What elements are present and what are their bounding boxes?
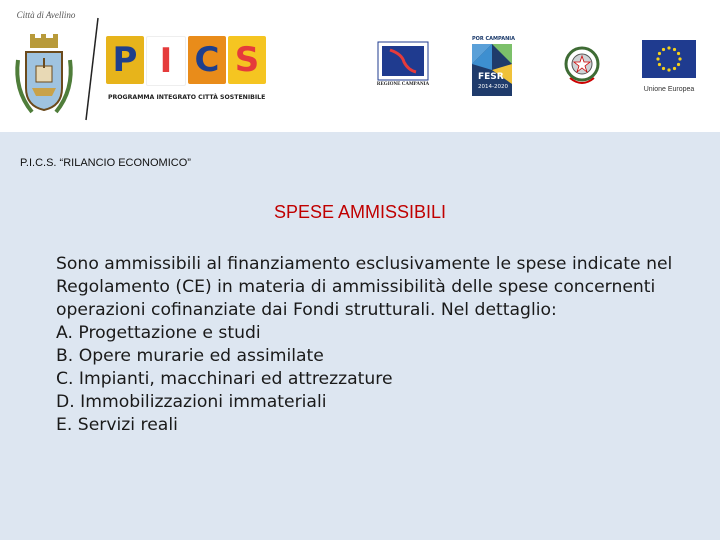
italian-republic-emblem-icon	[562, 44, 602, 88]
regione-caption: REGIONE CAMPANIA	[376, 82, 430, 87]
body-text	[56, 253, 696, 437]
pics-letter-s: S	[228, 36, 266, 84]
list-item: A. Progettazione e studi	[56, 323, 261, 343]
eu-flag-icon	[640, 40, 698, 80]
list-item: D. Immobilizzazioni immateriali	[56, 392, 327, 412]
fesr-top-text: POR CAMPANIA	[472, 36, 516, 42]
program-title: P.I.C.S. “RILANCIO ECONOMICO”	[20, 157, 191, 169]
pics-letter-c: C	[188, 36, 226, 84]
list-item: E. Servizi reali	[56, 415, 178, 435]
eu-star	[658, 52, 661, 55]
pics-letter-p: P	[106, 36, 144, 84]
eu-caption: Unione Europea	[643, 86, 695, 93]
intro-paragraph: Sono ammissibili al finanziamento esclusivamente le spese indicate nel Regolamento (CE) in materia di ammissibilità delle spese concernenti operazioni cofinanziate dai Fondi strutturali. Nel dettaglio:	[56, 254, 673, 320]
eu-logo	[640, 40, 698, 96]
fesr-years: 2014-2020	[478, 84, 508, 90]
eu-star	[673, 67, 676, 70]
fesr-logo	[472, 36, 518, 98]
eu-star	[662, 48, 665, 51]
header-divider	[84, 16, 100, 122]
pics-logo	[106, 36, 274, 108]
eu-star	[667, 46, 670, 49]
city-crest-icon	[8, 10, 80, 120]
eu-star	[678, 57, 681, 60]
city-crest-logo	[8, 10, 80, 120]
logo-header	[0, 0, 720, 132]
pics-letter-i: I	[146, 36, 186, 86]
eu-star	[656, 57, 659, 60]
fesr-name: FESR	[478, 72, 504, 82]
italian-emblem-logo	[562, 44, 602, 88]
regione-campania-logo	[374, 40, 432, 96]
pics-letters	[106, 36, 268, 88]
eu-star	[677, 52, 680, 55]
list-item: B. Opere murarie ed assimilate	[56, 346, 324, 366]
city-crest-caption: Città di Avellino	[16, 10, 76, 20]
regione-campania-icon	[374, 40, 432, 82]
list-item: C. Impianti, macchinari ed attrezzature	[56, 369, 393, 389]
eu-star	[667, 68, 670, 71]
eu-star	[662, 67, 665, 70]
eu-star	[658, 63, 661, 66]
section-title: SPESE AMMISSIBILI	[273, 202, 447, 222]
eu-star	[677, 63, 680, 66]
eu-star	[673, 48, 676, 51]
pics-subtitle: PROGRAMMA INTEGRATO CITTÀ SOSTENIBILE	[108, 94, 266, 101]
